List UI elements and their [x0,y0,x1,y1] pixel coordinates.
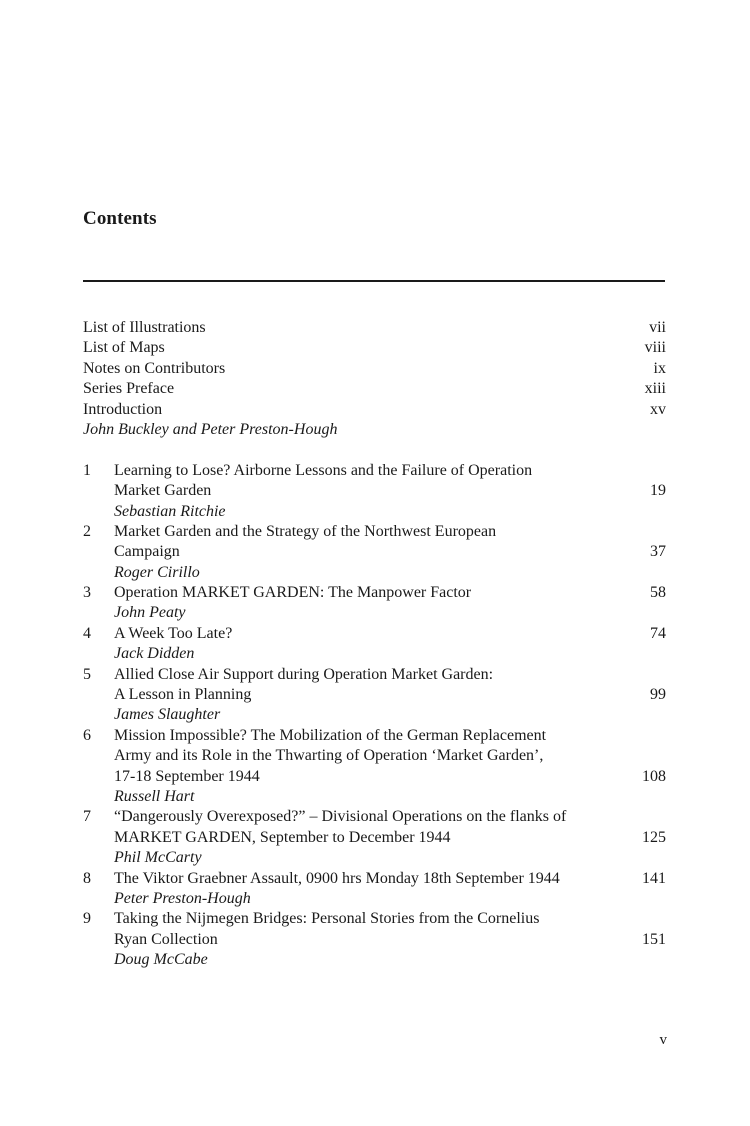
chapter-number: 6 [83,726,91,744]
chapter-number: 9 [83,910,91,928]
chapter-title-continuation [83,930,666,950]
chapter-page: 58 [650,584,666,602]
toc-entry-contributors [83,359,666,379]
chapter-title-line [83,583,666,603]
chapter-title: Mission Impossible? The Mobilization of the German Replacement [114,726,547,744]
chapter-title: A Week Too Late? [114,624,233,642]
chapter-author-line [83,603,666,623]
chapter-author-line [83,787,666,807]
toc-entry-page: vii [649,319,666,336]
chapter-title: Army and its Role in the Thwarting of Operation ‘Market Garden’, [114,747,544,765]
chapter-page: 141 [642,869,666,887]
chapter-title-continuation [83,828,666,848]
chapter-author-line [83,950,666,970]
contents-list [83,318,666,971]
chapter-title-line [83,522,666,542]
chapter-title-line [83,726,666,746]
chapter-page: 125 [642,828,666,846]
chapter-author-line [83,889,666,909]
chapter-title-line [83,869,666,889]
chapter-author: Doug McCabe [114,951,208,969]
toc-entry-page: xiii [644,380,666,398]
toc-entry-author: John Buckley and Peter Preston-Hough [83,420,338,438]
chapter-title: A Lesson in Planning [114,686,252,704]
toc-entry-title: Notes on Contributors [83,359,226,377]
chapter-author-line [83,848,666,868]
chapter-title: Operation MARKET GARDEN: The Manpower Factor [114,584,472,602]
chapter-title-line [83,461,666,481]
chapter-author-line [83,563,666,583]
chapter-author: James Slaughter [114,706,221,724]
chapter-page: 108 [642,767,666,785]
toc-entry-title: List of Illustrations [83,319,206,336]
chapter-title: “Dangerously Overexposed?” – Divisional Operations on the flanks of [114,808,567,826]
chapter-list [83,461,666,971]
chapter-title: Taking the Nijmegen Bridges: Personal Stories from the Cornelius [114,910,540,928]
toc-entry-title: Series Preface [83,380,175,398]
chapter-number: 7 [83,808,91,826]
chapter-author: Jack Didden [114,645,195,663]
toc-entry-page: viii [644,339,666,357]
chapter-title-line [83,807,666,827]
toc-entry-title: Introduction [83,400,163,418]
chapter-number: 4 [83,624,91,642]
chapter-title: Allied Close Air Support during Operation Market Garden: [114,665,494,683]
toc-entry-introduction [83,400,666,420]
chapter-page: 99 [650,686,666,704]
chapter-title-continuation [83,481,666,501]
toc-entry-maps [83,338,666,358]
toc-entry-page: xv [650,400,666,418]
chapter-title: Market Garden and the Strategy of the Northwest European [114,522,497,540]
chapter-title: The Viktor Graebner Assault, 0900 hrs Monday 18th September 1944 [114,869,560,887]
chapter-title-line [83,665,666,685]
chapter-number: 5 [83,665,91,683]
chapter-title: 17-18 September 1944 [114,767,260,785]
chapter-author: Roger Cirillo [114,563,200,581]
chapter-author-line [83,705,666,725]
chapter-title-continuation [83,746,666,766]
chapter-number: 3 [83,584,91,602]
chapter-title: MARKET GARDEN, September to December 1944 [114,828,451,846]
chapter-title-continuation [83,685,666,705]
chapter-number: 2 [83,522,91,540]
spacer [83,440,666,460]
chapter-title-continuation [83,542,666,562]
chapter-page: 37 [650,543,666,561]
chapter-page: 19 [650,482,666,500]
chapter-page: 74 [650,624,666,642]
page-number: v [659,1032,667,1048]
chapter-title-line [83,624,666,644]
toc-entry-illustrations [83,318,666,338]
chapter-title: Learning to Lose? Airborne Lessons and the Failure of Operation [114,461,533,479]
chapter-title: Market Garden [114,482,212,500]
chapter-author: Russell Hart [114,787,195,805]
chapter-author: Sebastian Ritchie [114,502,226,520]
chapter-author: Peter Preston-Hough [114,889,251,907]
chapter-page: 151 [642,930,666,948]
toc-entry-title: List of Maps [83,339,165,357]
chapter-author-line [83,644,666,664]
chapter-number: 1 [83,461,91,479]
chapter-title-line [83,909,666,929]
chapter-author: Phil McCarty [114,849,202,867]
page-title: Contents [83,208,157,229]
chapter-author-line [83,502,666,522]
title-rule [83,280,665,282]
toc-entry-series-preface [83,379,666,399]
chapter-title-continuation [83,767,666,787]
chapter-title: Ryan Collection [114,930,218,948]
chapter-author: John Peaty [114,604,186,622]
toc-entry-page: ix [653,359,666,377]
toc-entry-introduction-author [83,420,666,440]
chapter-title: Campaign [114,543,180,561]
chapter-number: 8 [83,869,91,887]
